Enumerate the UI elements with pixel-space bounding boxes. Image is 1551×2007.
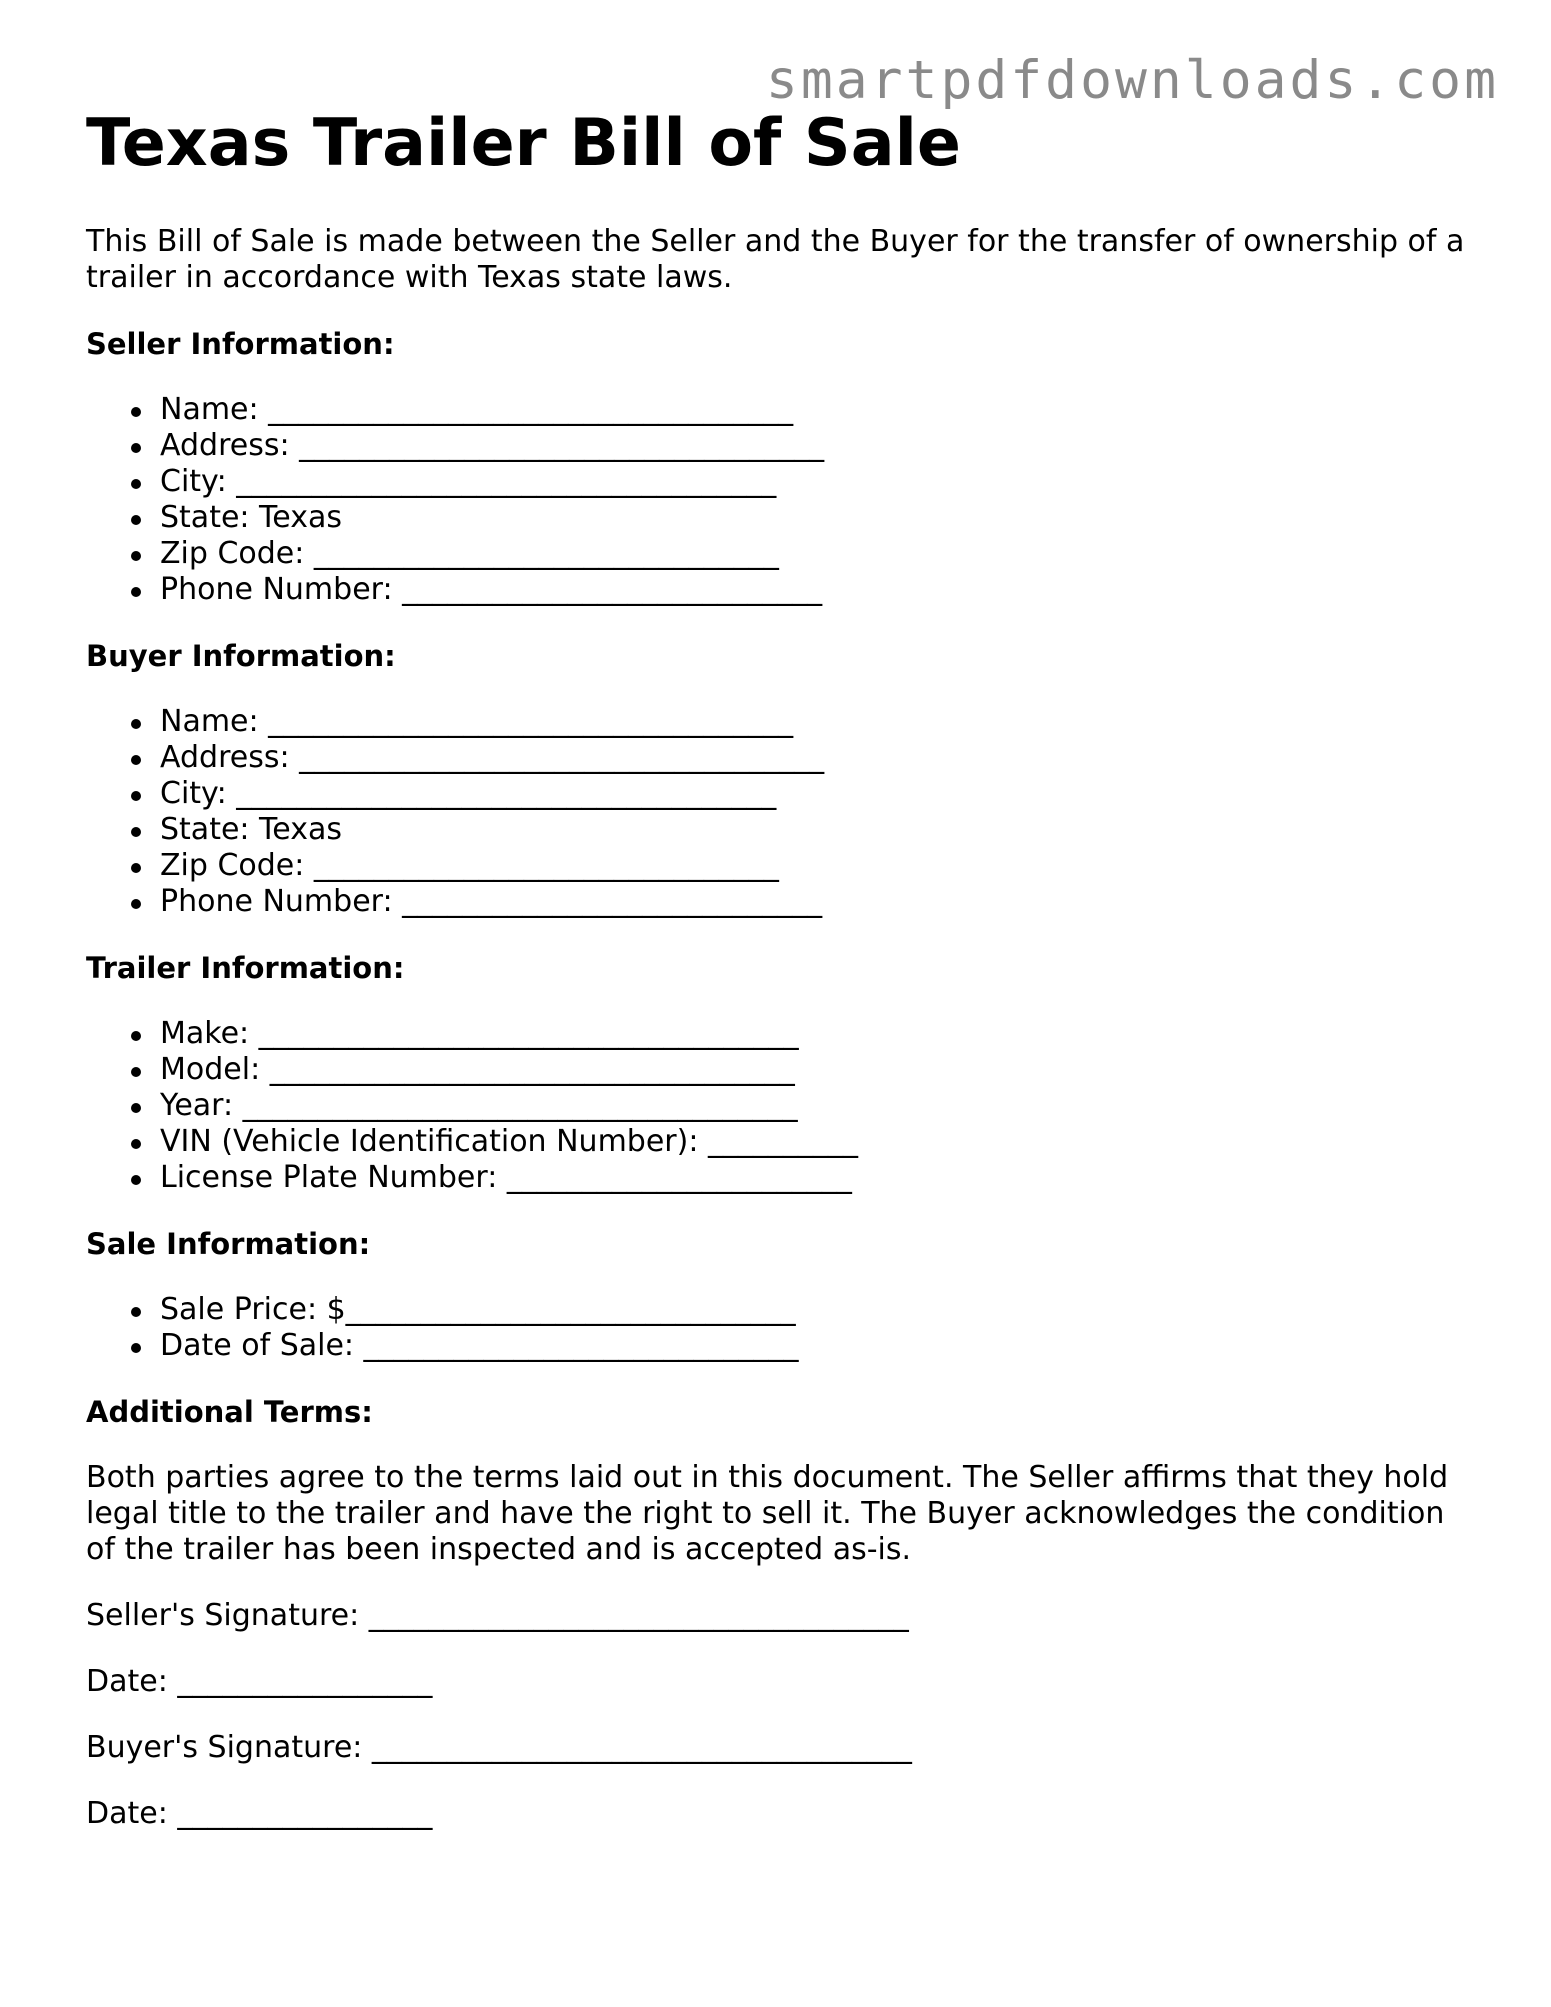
buyer-city-field[interactable]: City: ____________________________________ <box>160 776 1476 812</box>
buyer-date-field[interactable]: Date: _________________ <box>86 1796 433 1831</box>
buyer-address-field[interactable]: Address: ___________________________________ <box>160 740 1476 776</box>
buyer-state-field: State: Texas <box>160 812 1476 848</box>
trailer-vin-field[interactable]: VIN (Vehicle Identification Number): __________ <box>160 1124 1476 1160</box>
document-title: Texas Trailer Bill of Sale <box>86 106 961 181</box>
buyer-zip-field[interactable]: Zip Code: _______________________________ <box>160 848 1476 884</box>
trailer-info-list <box>86 1016 1476 1196</box>
watermark: smartpdfdownloads.com <box>765 50 1499 111</box>
buyer-signature-field[interactable]: Buyer's Signature: ____________________________________ <box>86 1730 912 1765</box>
trailer-model-field[interactable]: Model: ___________________________________ <box>160 1052 1476 1088</box>
buyer-info-list <box>86 704 1476 920</box>
sale-heading: Sale Information: <box>86 1227 371 1261</box>
trailer-make-field[interactable]: Make: ____________________________________ <box>160 1016 1476 1052</box>
document-body <box>86 104 1476 1832</box>
seller-info-list <box>86 392 1476 608</box>
intro-paragraph: This Bill of Sale is made between the Seller and the Buyer for the transfer of ownership of a trailer in accordance with Texas state laws. <box>86 224 1465 295</box>
seller-heading: Seller Information: <box>86 327 395 361</box>
seller-address-field[interactable]: Address: ___________________________________ <box>160 428 1476 464</box>
seller-name-field[interactable]: Name: ___________________________________ <box>160 392 1476 428</box>
terms-heading: Additional Terms: <box>86 1395 373 1429</box>
seller-zip-field[interactable]: Zip Code: _______________________________ <box>160 536 1476 572</box>
seller-phone-field[interactable]: Phone Number: ____________________________ <box>160 572 1476 608</box>
seller-city-field[interactable]: City: ____________________________________ <box>160 464 1476 500</box>
terms-paragraph: Both parties agree to the terms laid out in this document. The Seller affirms that they hold legal title to the trailer and have the right to sell it. The Buyer acknowledges the condition of the trailer has been inspected and is accepted as-is. <box>86 1460 1449 1567</box>
buyer-phone-field[interactable]: Phone Number: ____________________________ <box>160 884 1476 920</box>
sale-price-field[interactable]: Sale Price: $______________________________ <box>160 1292 1476 1328</box>
seller-signature-field[interactable]: Seller's Signature: ____________________________________ <box>86 1598 909 1633</box>
seller-date-field[interactable]: Date: _________________ <box>86 1664 433 1699</box>
buyer-heading: Buyer Information: <box>86 639 396 673</box>
buyer-name-field[interactable]: Name: ___________________________________ <box>160 704 1476 740</box>
trailer-heading: Trailer Information: <box>86 951 405 985</box>
sale-info-list <box>86 1292 1476 1364</box>
trailer-year-field[interactable]: Year: _____________________________________ <box>160 1088 1476 1124</box>
trailer-plate-field[interactable]: License Plate Number: _______________________ <box>160 1160 1476 1196</box>
sale-date-field[interactable]: Date of Sale: _____________________________ <box>160 1328 1476 1364</box>
seller-state-field: State: Texas <box>160 500 1476 536</box>
